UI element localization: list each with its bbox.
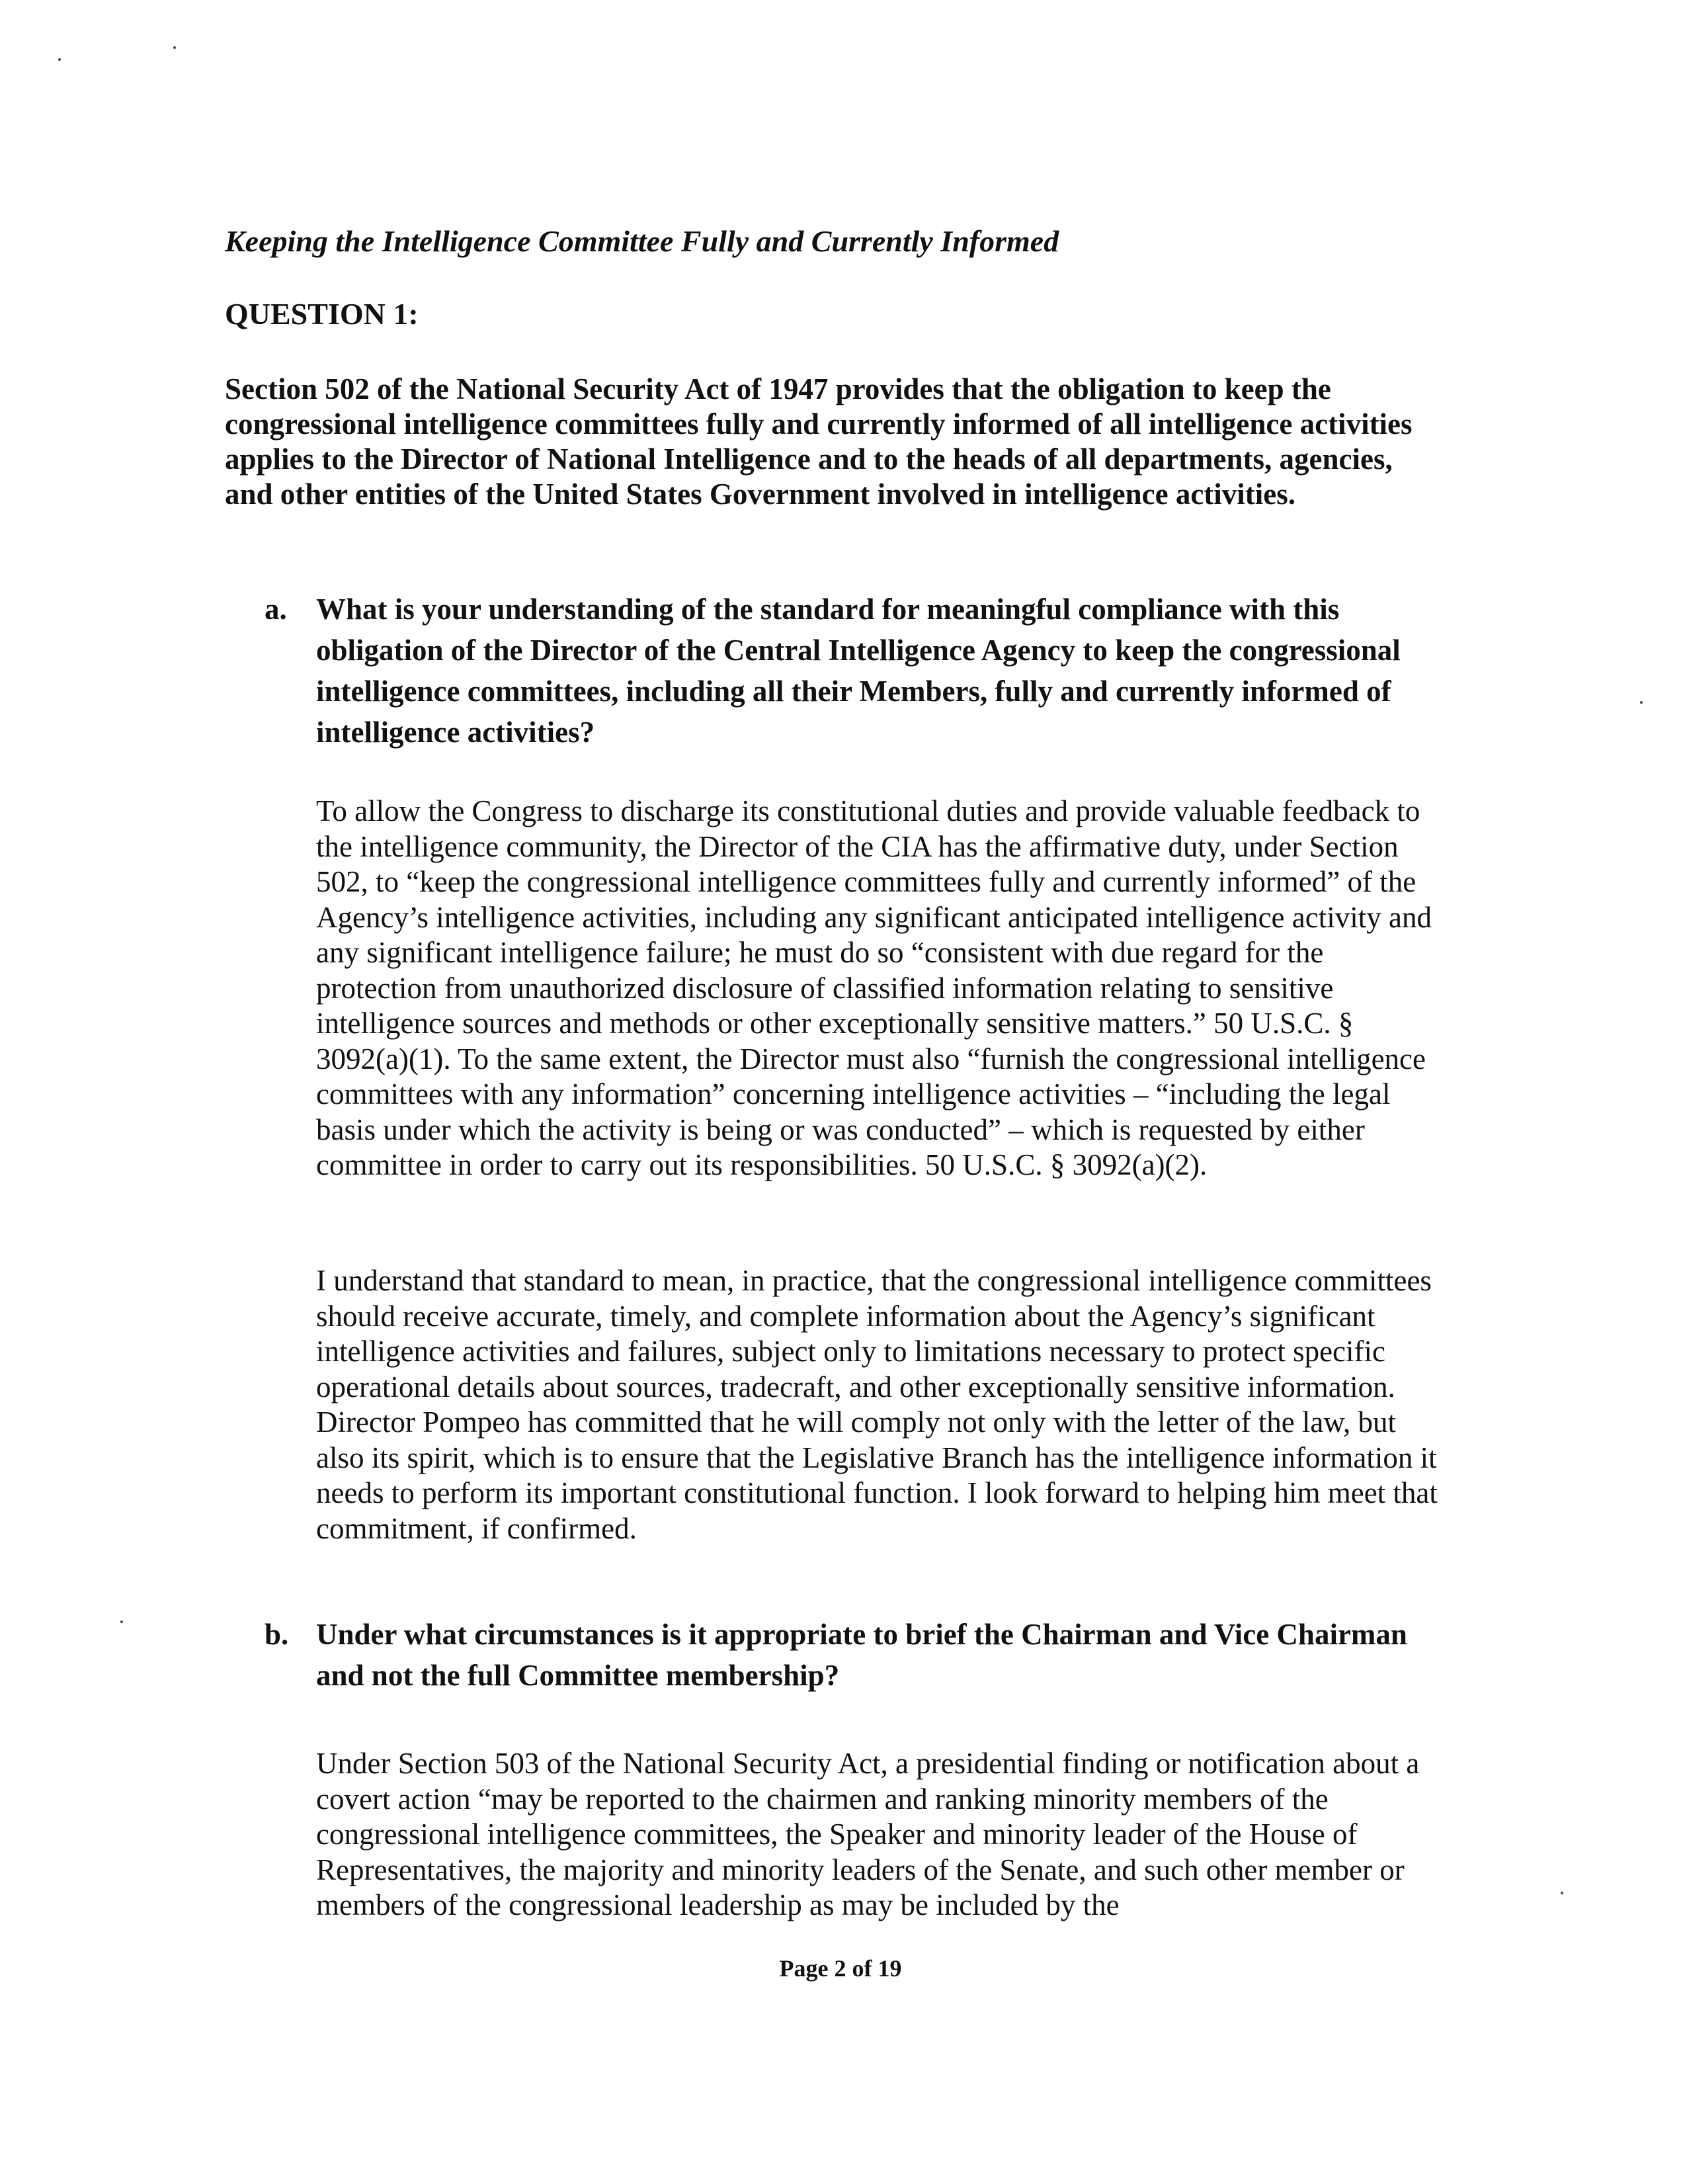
subquestion-text: What is your understanding of the standard for meaningful compliance with this obligation of the Director of the Central Intelligence Agency to keep the congressional intelligence committees, including all their Members, fully and currently informed of intelligence activities? (316, 593, 1401, 749)
scan-speck (1640, 701, 1643, 704)
subquestion-text: Under what circumstances is it appropriate to brief the Chairman and Vice Chairman and not the full Committee membership? (316, 1618, 1407, 1692)
answer-paragraph: Under Section 503 of the National Security Act, a presidential finding or notification about a covert action “may be reported to the chairmen and ranking minority members of the congressional intelligence committees, the Speaker and minority leader of the House of Representatives, the majority and minority leaders of the Senate, and such other member or members of the congressional leadership as may be included by the (316, 1747, 1420, 1921)
subquestion-a (265, 589, 1455, 753)
scan-speck (1561, 1892, 1563, 1894)
scan-speck (58, 58, 61, 61)
section-title: Keeping the Intelligence Committee Fully and Currently Informed (225, 224, 1059, 258)
subquestion-marker: b. (265, 1618, 289, 1651)
answer-paragraph: I understand that standard to mean, in practice, that the congressional intelligence committees should receive accurate, timely, and complete information about the Agency’s significant intelligence activities and failures, subject only to limitations necessary to protect specific operational details about sources, tradecraft, and other exceptionally sensitive information. Director Pompeo has committed that he will comply not only with the letter of the law, but also its spirit, which is to ensure that the Legislative Branch has the intelligence information it needs to perform its important constitutional function. I look forward to helping him meet that commitment, if confirmed. (316, 1264, 1438, 1545)
subquestion-marker: a. (265, 593, 287, 626)
scan-speck (120, 1620, 123, 1623)
scan-speck (173, 46, 176, 49)
question-heading: QUESTION 1: (225, 297, 419, 331)
page-number: Page 2 of 19 (779, 1955, 902, 1982)
answer-paragraph: To allow the Congress to discharge its constitutional duties and provide valuable feedback to the intelligence community, the Director of the CIA has the affirmative duty, under Section 502, to “keep the congressional intelligence committees fully and currently informed” of the Agency’s intelligence activities, including any significant anticipated intelligence activity and any significant intelligence failure; he must do so “consistent with due regard for the protection from unauthorized disclosure of classified information relating to sensitive intelligence sources and methods or other exceptionally sensitive matters.” 50 U.S.C. § 3092(a)(1). To the same extent, the Director must also “furnish the congressional intelligence committees with any information” concerning intelligence activities – “including the legal basis under which the activity is being or was conducted” – which is requested by either committee in order to carry out its responsibilities. 50 U.S.C. § 3092(a)(2). (316, 794, 1432, 1181)
question-intro: Section 502 of the National Security Act of 1947 provides that the obligation to keep the congressional intelligence committees fully and currently informed of all intelligence activities applies to the Director of National Intelligence and to the heads of all departments, agencies, and other entities of the United States Government involved in intelligence activities. (225, 372, 1413, 511)
subquestion-b (265, 1614, 1455, 1696)
